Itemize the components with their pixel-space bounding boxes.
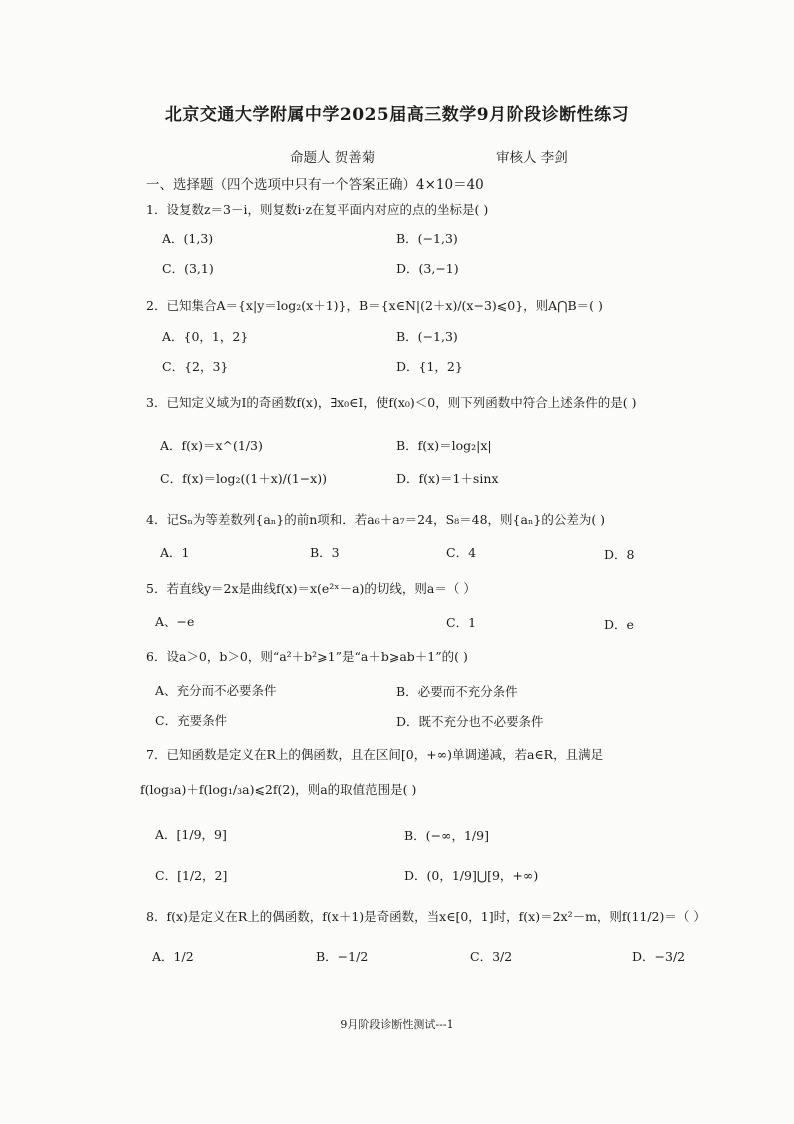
question-3-option-c: C．f(x)＝log₂((1＋x)/(1−x)) — [160, 471, 327, 486]
author-line: 命题人 贺善菊 — [290, 150, 376, 166]
question-3-option-a: A．f(x)＝x^(1/3) — [160, 438, 263, 453]
question-7-option-a: A．[1/9，9] — [155, 827, 227, 842]
question-5-option-c: C．1 — [446, 615, 477, 630]
question-5-option-d: D．e — [604, 617, 634, 632]
question-6-option-d: D．既不充分也不必要条件 — [396, 714, 544, 729]
question-1-option-b: B．(−1,3) — [396, 231, 458, 246]
question-3-option-b: B．f(x)＝log₂|x| — [396, 438, 492, 453]
question-7-stem: 7．已知函数是定义在R上的偶函数，且在区间[0，+∞)单调递减，若a∈R，且满足 — [146, 747, 604, 762]
question-7-stem-line-2: f(log₃a)＋f(log₁/₃a)⩽2f(2)，则a的取值范围是( ) — [140, 782, 417, 797]
question-5-stem: 5．若直线y＝2x是曲线f(x)＝x(e²ˣ－a)的切线，则a＝（ ） — [146, 581, 476, 596]
question-5-option-a: A、−e — [155, 614, 195, 629]
question-6-option-c: C．充要条件 — [155, 713, 228, 728]
question-1-option-c: C．(3,1) — [162, 261, 214, 276]
question-2-option-b: B．(−1,3) — [396, 329, 458, 344]
question-8-stem: 8．f(x)是定义在R上的偶函数，f(x＋1)是奇函数，当x∈[0，1]时，f(x)＝2x²－m，则f(11/2)＝（ ） — [146, 909, 706, 924]
question-2-stem: 2．已知集合A＝{x|y＝log₂(x＋1)}，B＝{x∈N|(2＋x)/(x−3)⩽0}，则A⋂B＝( ) — [146, 298, 603, 313]
question-8-option-a: A．1/2 — [152, 949, 194, 964]
reviewer-line: 审核人 李剑 — [496, 150, 568, 166]
question-1-stem: 1．设复数z＝3－i，则复数i·z在复平面内对应的点的坐标是( ) — [146, 202, 489, 217]
question-4-option-d: D．8 — [604, 547, 635, 562]
question-7-option-d: D．(0，1/9]⋃[9，+∞) — [404, 868, 539, 883]
question-8-option-b: B．−1/2 — [316, 949, 369, 964]
question-7-option-b: B．(−∞，1/9] — [404, 828, 489, 843]
question-1-option-d: D．(3,−1) — [396, 261, 459, 276]
question-7-option-c: C．[1/2，2] — [155, 868, 228, 883]
question-4-option-c: C．4 — [446, 545, 477, 560]
page-footer: 9月阶段诊断性测试---1 — [340, 1018, 454, 1031]
section-heading: 一、选择题（四个选项中只有一个答案正确）4×10＝40 — [146, 177, 484, 193]
question-4-option-b: B．3 — [310, 545, 340, 560]
question-4-option-a: A．1 — [160, 545, 190, 560]
question-6-option-b: B．必要而不充分条件 — [396, 684, 518, 699]
question-2-option-c: C．{2，3} — [162, 359, 229, 374]
question-3-option-d: D．f(x)＝1＋sinx — [396, 471, 499, 486]
question-2-option-a: A．{0，1，2} — [162, 329, 249, 344]
question-3-stem: 3．已知定义域为I的奇函数f(x)，∃x₀∈I，使f(x₀)＜0，则下列函数中符合上述条件的是( ) — [146, 395, 637, 410]
question-2-option-d: D．{1，2} — [396, 359, 463, 374]
question-8-option-c: C．3/2 — [470, 949, 513, 964]
question-1-option-a: A．(1,3) — [162, 231, 214, 246]
question-4-stem: 4．记Sₙ为等差数列{aₙ}的前n项和．若a₆＋a₇＝24，S₈＝48，则{aₙ}的公差为( ) — [146, 512, 606, 527]
page-title: 北京交通大学附属中学2025届高三数学9月阶段诊断性练习 — [164, 105, 630, 125]
question-6-stem: 6．设a＞0，b＞0，则“a²＋b²⩾1”是“a＋b⩾ab＋1”的( ) — [146, 649, 468, 664]
question-6-option-a: A、充分而不必要条件 — [155, 683, 277, 698]
question-8-option-d: D．−3/2 — [632, 949, 686, 964]
